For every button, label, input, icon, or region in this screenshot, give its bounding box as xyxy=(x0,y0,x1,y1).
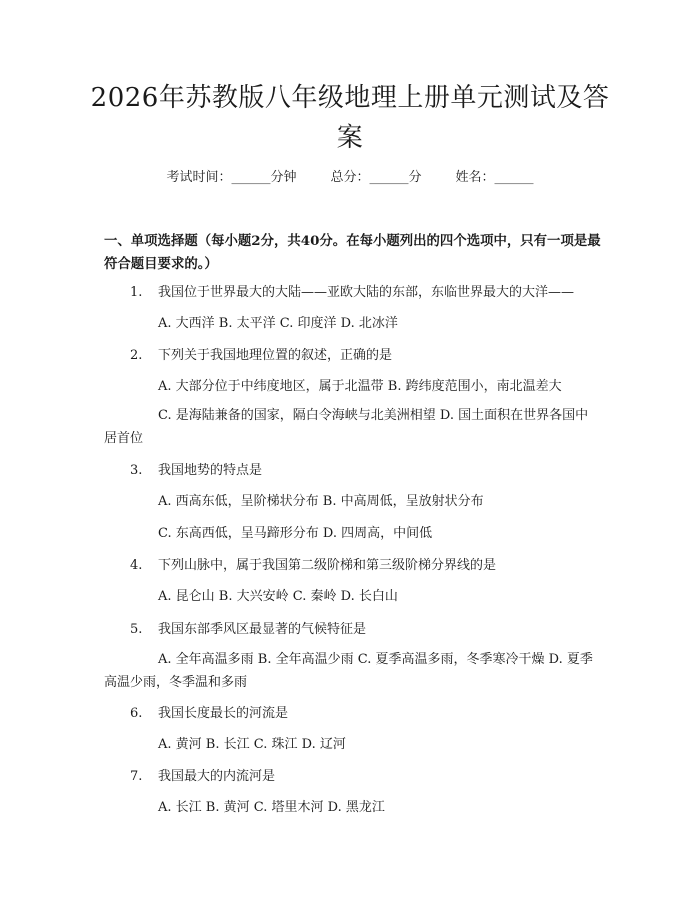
exam-info-line xyxy=(0,168,700,188)
question-text: 我国位于世界最大的大陆——亚欧大陆的东部，东临世界最大的大洋—— xyxy=(158,285,575,300)
question-stem xyxy=(130,620,610,640)
question-number: 5. xyxy=(130,622,143,637)
question-text: 我国东部季风区最显著的气候特征是 xyxy=(158,622,367,637)
question-options: A. 昆仑山 B. 大兴安岭 C. 秦岭 D. 长白山 xyxy=(158,589,398,604)
question-text: 下列山脉中，属于我国第二级阶梯和第三级阶梯分界线的是 xyxy=(158,558,497,573)
question-stem xyxy=(130,461,610,481)
section-heading: 一、单项选择题（每小题2分，共40分。在每小题列出的四个选项中，只有一项是最符合题目要求的。） xyxy=(104,233,601,272)
question-options: A. 长江 B. 黄河 C. 塔里木河 D. 黑龙江 xyxy=(158,800,385,815)
question-options: A. 全年高温多雨 B. 全年高温少雨 C. 夏季高温多雨，冬季寒冷干燥 D. 夏季高温少雨，冬季温和多雨 xyxy=(104,652,593,690)
question-stem xyxy=(130,556,610,576)
question-text: 我国长度最长的河流是 xyxy=(158,706,289,721)
question-options: A. 大部分位于中纬度地区，属于北温带 B. 跨纬度范围小，南北温差大 xyxy=(158,379,562,394)
question-number: 7. xyxy=(130,769,143,784)
question-stem xyxy=(130,767,610,787)
question-number: 6. xyxy=(130,706,143,721)
question-options: C. 是海陆兼备的国家，隔白令海峡与北美洲相望 D. 国土面积在世界各国中居首位 xyxy=(104,408,589,446)
question-stem xyxy=(130,704,610,724)
question-text: 下列关于我国地理位置的叙述，正确的是 xyxy=(158,348,393,363)
question-options: C. 东高西低，呈马蹄形分布 D. 四周高，中间低 xyxy=(158,526,433,541)
question-text: 我国最大的内流河是 xyxy=(158,769,276,784)
question-number: 1. xyxy=(130,285,143,300)
question-number: 2. xyxy=(130,348,143,363)
question-number: 3. xyxy=(130,463,143,478)
question-options: A. 黄河 B. 长江 C. 珠江 D. 辽河 xyxy=(158,737,346,752)
student-name-field: 姓名：______ xyxy=(455,170,534,185)
total-score-field: 总分：______分 xyxy=(330,170,422,185)
question-stem xyxy=(130,283,610,303)
question-text: 我国地势的特点是 xyxy=(158,463,263,478)
question-options: A. 大西洋 B. 太平洋 C. 印度洋 D. 北冰洋 xyxy=(158,316,398,331)
question-options: A. 西高东低，呈阶梯状分布 B. 中高周低，呈放射状分布 xyxy=(158,494,484,509)
document-title: 2026年苏教版八年级地理上册单元测试及答案 xyxy=(90,83,610,153)
exam-time-field: 考试时间：______分钟 xyxy=(166,170,297,185)
question-number: 4. xyxy=(130,558,143,573)
question-stem xyxy=(130,346,610,366)
